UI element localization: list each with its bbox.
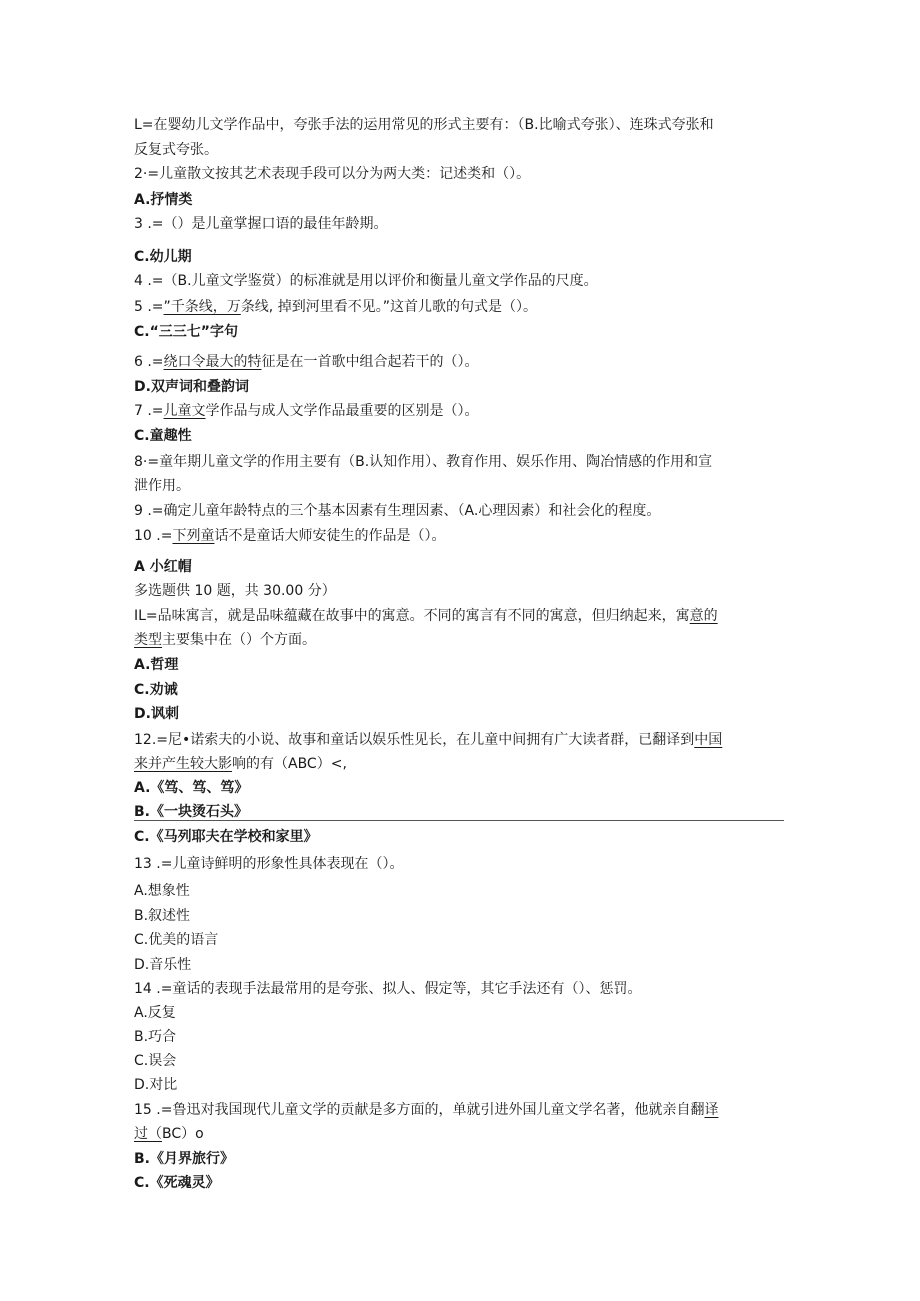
text-line: 9 .=确定儿童年龄特点的三个基本因素有生理因素、（A.心理因素）和社会化的程度。 <box>134 503 661 519</box>
text-line: 反复式夸张。 <box>134 142 218 158</box>
text-line: C.“三三七”字句 <box>134 324 238 340</box>
underlined-text: 过（ <box>134 1126 162 1142</box>
text-line: C.《马列耶夫在学校和家里》 <box>134 829 318 845</box>
line-text: 10 .= <box>134 528 173 544</box>
line-text: 主要集中在（）个方面。 <box>162 632 316 648</box>
text-line <box>134 729 794 751</box>
underlined-text: 儿童文 <box>163 403 206 419</box>
line-text: 5 .= <box>134 299 164 315</box>
text-line <box>134 629 794 651</box>
text-line: 8·=童年期儿童文学的作用主要有（B.认知作用）、教育作用、娱乐作用、陶冶情感的作用和宣 <box>134 454 713 470</box>
line-text: IL=品味寓言，就是品味蕴藏在故事中的寓意。不同的寓言有不同的寓意，但归纳起来，寓 <box>134 608 690 624</box>
line-text: 7 .= <box>134 403 164 419</box>
text-line: B.叙述性 <box>134 908 191 924</box>
text-line <box>134 400 794 422</box>
text-line: A.想象性 <box>134 883 190 899</box>
underlined-text: ”千条线，万 <box>163 299 241 315</box>
text-line: C.劝诫 <box>134 682 178 698</box>
text-line <box>134 296 794 318</box>
text-line: A.抒情类 <box>134 192 193 208</box>
text-line: A.反复 <box>134 1005 176 1021</box>
text-line: 2·=儿童散文按其艺术表现手段可以分为两大类：记述类和（）。 <box>134 166 531 182</box>
text-line <box>134 605 794 627</box>
line-text: 学作品与成人文学作品最重要的区别是（）。 <box>205 403 479 419</box>
line-text: 征是在一首歌中组合起若干的（）。 <box>261 354 479 370</box>
underlined-text: 中国 <box>694 732 723 748</box>
text-line: B.《一块烫石头》 <box>134 804 248 820</box>
text-line: A.哲理 <box>134 657 179 673</box>
underlined-text: 类型 <box>134 632 162 648</box>
text-line: C.误会 <box>134 1053 177 1069</box>
underlined-text: 绕口令最大的特 <box>163 354 262 370</box>
text-line: L=在婴幼儿文学作品中，夸张手法的运用常见的形式主要有：（B.比喻式夸张）、连珠式夸张和 <box>134 117 714 133</box>
text-line <box>134 753 794 775</box>
text-line: 3 .=（）是儿童掌握口语的最佳年龄期。 <box>134 216 388 232</box>
underlined-text: 来并产生较大影 <box>134 756 232 772</box>
text-line: C.《死魂灵》 <box>134 1175 220 1191</box>
text-line <box>134 1123 794 1145</box>
text-line: 泄作用。 <box>134 478 190 494</box>
underlined-text: 译 <box>704 1102 719 1118</box>
text-line: C.幼儿期 <box>134 249 192 265</box>
text-line: C.童趣性 <box>134 428 192 444</box>
text-line: D.讽刺 <box>134 706 179 722</box>
line-text: 12.=尼•诺索夫的小说、故事和童话以娱乐性见长，在儿童中间拥有广大读者群，已翻译到 <box>134 732 695 748</box>
text-line: D.双声词和叠韵词 <box>134 379 249 395</box>
underlined-text: 意的 <box>689 608 718 624</box>
text-line: A.《笃、笃、笃》 <box>134 780 249 796</box>
line-text: 6 .= <box>134 354 164 370</box>
line-text: BC）o <box>162 1126 204 1142</box>
text-line: C.优美的语言 <box>134 932 219 948</box>
text-line <box>134 525 794 547</box>
text-line: B.《月界旅行》 <box>134 1151 234 1167</box>
line-text: 15 .=鲁迅对我国现代儿童文学的贡献是多方面的，单就引进外国儿童文学名著，他就亲自翻 <box>134 1102 705 1118</box>
text-line: 4 .=（B.儿童文学鉴赏）的标准就是用以评价和衡量儿童文学作品的尺度。 <box>134 273 598 289</box>
text-line: 14 .=童话的表现手法最常用的是夸张、拟人、假定等，其它手法还有（）、惩罚。 <box>134 981 642 997</box>
text-line: D.音乐性 <box>134 957 192 973</box>
horizontal-rule <box>134 820 784 821</box>
text-line: B.巧合 <box>134 1029 177 1045</box>
text-line <box>134 1099 794 1121</box>
text-line: 多选题供 10 题，共 30.00 分） <box>134 583 336 599</box>
line-text: 话不是童话大师安徒生的作品是（）。 <box>214 528 446 544</box>
text-line: 13 .=儿童诗鲜明的形象性具体表现在（）。 <box>134 856 404 872</box>
text-line: A 小红帽 <box>134 559 192 575</box>
line-text: 响的有（ABC）<, <box>232 756 347 772</box>
text-line <box>134 351 794 373</box>
underlined-text: 下列童 <box>172 528 215 544</box>
text-line: D.对比 <box>134 1077 178 1093</box>
line-text: 条线, 掉到河里看不见。”这首儿歌的句式是（）。 <box>240 299 537 315</box>
